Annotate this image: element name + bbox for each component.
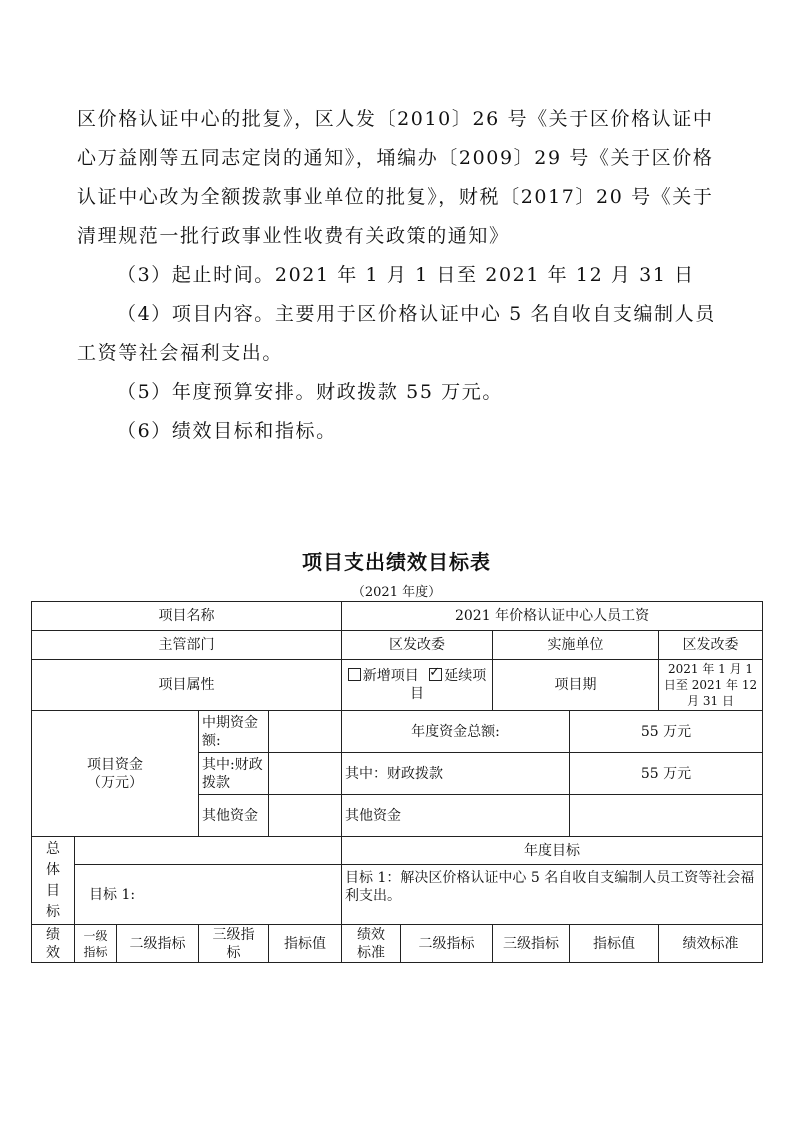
annual-fiscal-value: 55 万元	[570, 753, 763, 795]
level2-header: 二级指标	[117, 925, 199, 963]
table-title: 项目支出绩效目标表	[302, 550, 491, 574]
annual-other-label: 其他资金	[342, 795, 570, 837]
attr-cont-label: 延续项目	[410, 668, 487, 702]
attr-label: 项目属性	[32, 660, 342, 711]
indicator-value-header: 指标值	[269, 925, 342, 963]
period-value: 2021 年 1 月 1 日至 2021 年 12 月 31 日	[659, 660, 763, 711]
mid-other-label: 其他资金	[199, 795, 269, 837]
attr-options	[342, 660, 493, 711]
level2-header-b: 二级指标	[401, 925, 493, 963]
annual-total-value: 55 万元	[570, 711, 763, 753]
indicator-value-header-b: 指标值	[570, 925, 659, 963]
body-line: 清理规范一批行政事业性收费有关政策的通知》	[77, 225, 510, 247]
mid-total-value	[269, 711, 342, 753]
body-line: （3）起止时间。2021 年 1 月 1 日至 2021 年 12 月 31 日	[117, 264, 695, 286]
body-line: 工资等社会福利支出。	[77, 342, 284, 364]
checkbox-continue[interactable]	[429, 668, 442, 681]
funds-unit: （万元）	[87, 774, 143, 791]
impl-label: 实施单位	[493, 631, 659, 660]
period-label: 项目期	[493, 660, 659, 711]
funds-label-text: 项目资金	[87, 756, 143, 773]
project-name-label: 项目名称	[32, 602, 342, 631]
mid-fiscal-label: 其中:财政拨款	[199, 753, 269, 795]
attr-new-label: 新增项目	[362, 668, 419, 684]
body-line: 区价格认证中心的批复》，区人发〔2010〕26 号《关于区价格认证中	[77, 108, 714, 130]
annual-total-label: 年度资金总额:	[342, 711, 570, 753]
body-line: 心万益刚等五同志定岗的通知》，埇编办〔2009〕29 号《关于区价格	[77, 147, 714, 169]
body-line: （4）项目内容。主要用于区价格认证中心 5 名自收自支编制人员	[117, 303, 716, 325]
table-year: （2021 年度）	[351, 585, 442, 600]
dept-value: 区发改委	[342, 631, 493, 660]
body-line: （5）年度预算安排。财政拨款 55 万元。	[117, 381, 503, 403]
checkbox-new[interactable]	[348, 668, 361, 681]
overall-goal-label: 总体目标	[32, 837, 75, 925]
goal1-label: 目标 1:	[75, 865, 342, 925]
level3-header: 三级指标	[199, 925, 269, 963]
annual-other-value	[570, 795, 763, 837]
annual-fiscal-label: 其中：财政拨款	[342, 753, 570, 795]
impl-value: 区发改委	[659, 631, 763, 660]
perf-label: 绩效	[32, 925, 75, 963]
performance-table	[31, 601, 763, 963]
goal1-text: 目标 1：解决区价格认证中心 5 名自收自支编制人员工资等社会福利支出。	[342, 865, 763, 925]
mid-fiscal-value	[269, 753, 342, 795]
perf-standard-header-b: 绩效标准	[659, 925, 763, 963]
level1-header: 一级指标	[75, 925, 117, 963]
dept-label: 主管部门	[32, 631, 342, 660]
funds-label	[32, 711, 199, 837]
body-text	[77, 100, 727, 451]
mid-total-label: 中期资金额:	[199, 711, 269, 753]
body-line: 认证中心改为全额拨款事业单位的批复》，财税〔2017〕20 号《关于	[77, 186, 714, 208]
mid-goal-header	[75, 837, 342, 865]
body-line: （6）绩效目标和指标。	[117, 420, 337, 442]
project-name-value: 2021 年价格认证中心人员工资	[342, 602, 763, 631]
level3-header-b: 三级指标	[493, 925, 570, 963]
annual-goal-header: 年度目标	[342, 837, 763, 865]
mid-other-value	[269, 795, 342, 837]
perf-standard-header: 绩效标准	[342, 925, 401, 963]
